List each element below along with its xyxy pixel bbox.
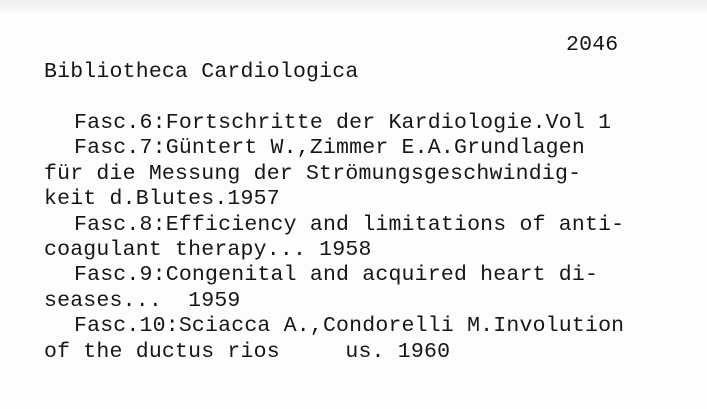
fascicle-9-line-2: seases... 1959 [44, 288, 241, 313]
series-title: Bibliotheca Cardiologica [44, 60, 359, 84]
fascicle-7-line-1: Fasc.7:Güntert W.,Zimmer E.A.Grundlagen [74, 136, 585, 161]
fascicle-7-line-3: keit d.Blutes.1957 [44, 187, 280, 212]
fascicle-6-line-1: Fasc.6:Fortschritte der Kardiologie.Vol 1 [74, 111, 612, 135]
top-edge-smudge [0, 0, 707, 16]
fascicle-8-line-2: coagulant therapy... 1958 [44, 237, 372, 262]
fascicle-9-line-1: Fasc.9:Congenital and acquired heart di- [74, 263, 599, 288]
fascicle-8-line-1: Fasc.8:Efficiency and limitations of anti- [74, 212, 625, 237]
fascicle-10-line-2: of the ductus rios us. 1960 [44, 339, 451, 364]
fascicle-7-line-2: für die Messung der Strömungsgeschwindig- [44, 161, 582, 186]
card-number: 2046 [566, 33, 619, 57]
fascicle-10-line-1: Fasc.10:Sciacca A.,Condorelli M.Involution [74, 314, 625, 339]
fascicle-list [44, 111, 707, 365]
